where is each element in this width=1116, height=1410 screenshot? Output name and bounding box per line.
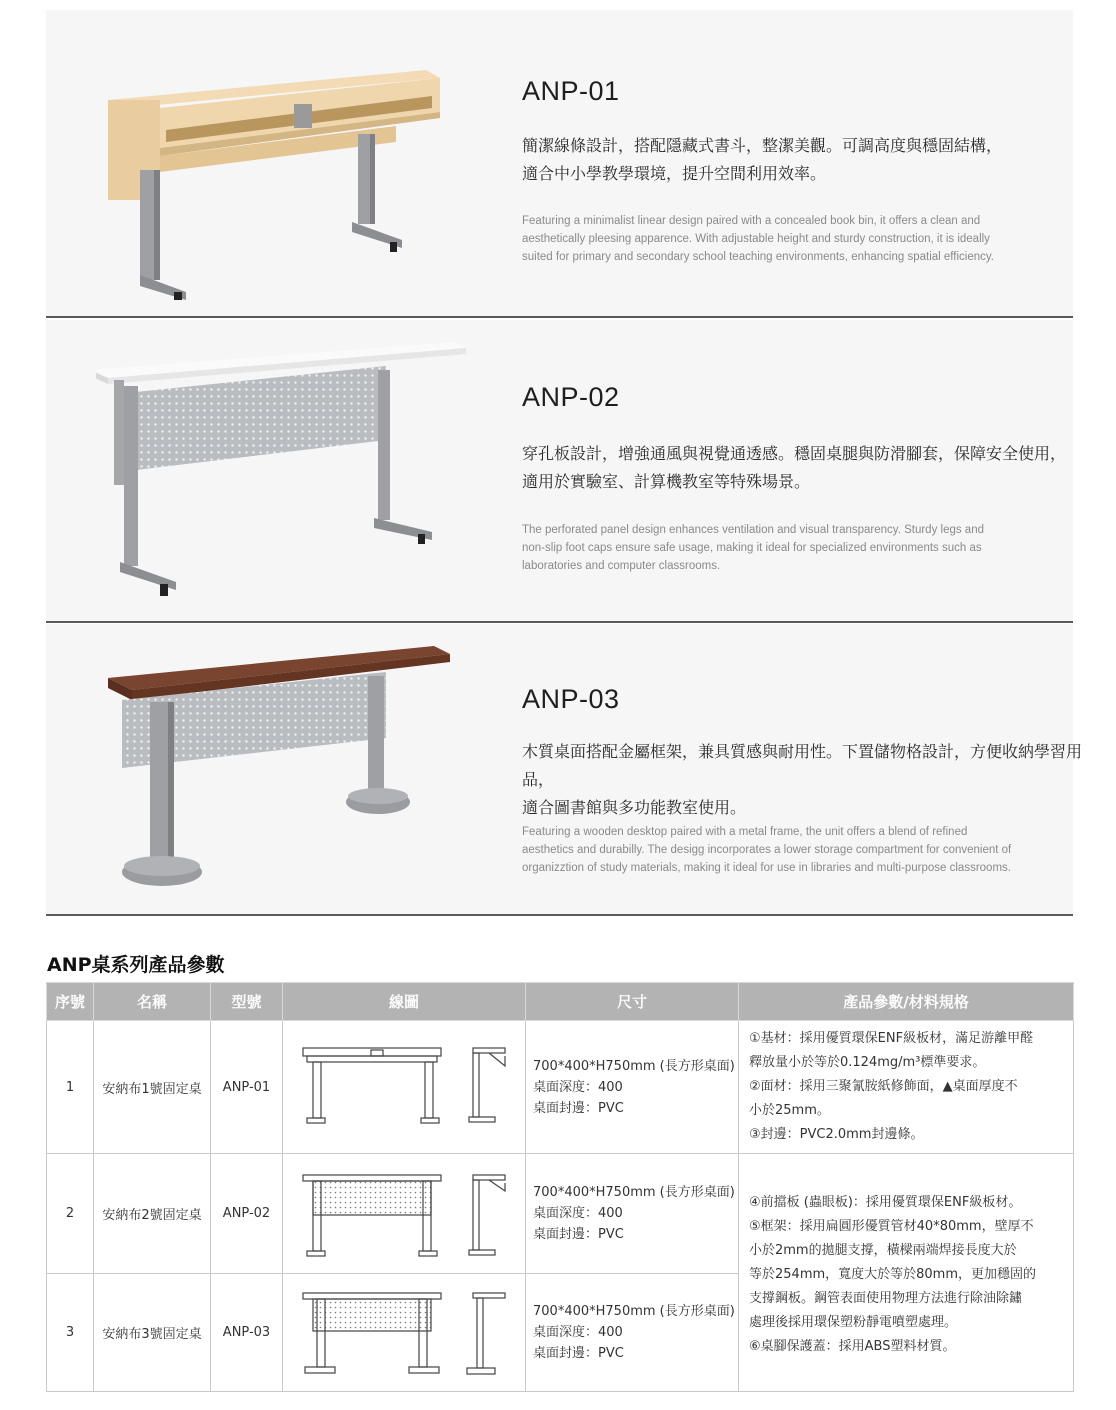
product-section-anp-03 [46, 624, 1083, 915]
product-section-anp-02 [46, 320, 1073, 622]
header-size: 尺寸 [526, 983, 739, 1021]
section-divider [46, 316, 1073, 318]
row-no: 3 [47, 1274, 94, 1392]
description-zh: 簡潔線條設計，搭配隱藏式書斗，整潔美觀。可調高度與穩固結構， 適合中小學教學環境，提升空間利用效率。 [522, 136, 1003, 183]
row-name: 安納布3號固定桌 [94, 1274, 211, 1392]
table-row [47, 1021, 1074, 1154]
header-spec: 產品參數/材料規格 [739, 983, 1074, 1021]
model-title: ANP-03 [522, 684, 620, 714]
size-cell: 700*400*H750mm (長方形桌面) 桌面深度：400 桌面封邊：PVC [526, 1021, 739, 1154]
description-zh: 木質桌面搭配金屬框架，兼具質感與耐用性。下置儲物格設計，方便收納學習用品， 適合圖書館與多功能教室使用。 [522, 742, 1083, 817]
model-title: ANP-01 [522, 76, 620, 106]
line-drawing [283, 1154, 526, 1274]
header-no: 序號 [47, 983, 94, 1021]
line-drawing-anp-03 [283, 1275, 526, 1391]
line-drawing-anp-02 [283, 1155, 526, 1273]
description-zh: 穿孔板設計，增強通風與視覺通透感。穩固桌腿與防滑腳套，保障安全使用， 適用於實驗室、計算機教室等特殊場景。 [522, 444, 1067, 491]
row-no: 2 [47, 1154, 94, 1274]
line-drawing [283, 1274, 526, 1392]
table-title: ANP桌系列產品參數 [47, 954, 225, 976]
line-drawing [283, 1021, 526, 1154]
row-model: ANP-03 [211, 1274, 283, 1392]
section-divider [46, 621, 1073, 623]
header-drawing: 線圖 [283, 983, 526, 1021]
row-model: ANP-01 [211, 1021, 283, 1154]
description-en: Featuring a minimalist linear design paired with a concealed book bin, it offers a clean and aesthetically pleesing apparence. With adjustable height and sturdy construction, it is ideally suited for primary and secondary school teaching environments, enhancing spatial efficiency. [522, 215, 994, 263]
row-model: ANP-02 [211, 1154, 283, 1274]
product-section-anp-01 [46, 10, 1073, 318]
header-name: 名稱 [94, 983, 211, 1021]
desk-anp-02-image [96, 330, 496, 600]
spec-cell-merged: ④前擋板 (蟲眼板)：採用優質環保ENF級板材。 ⑤框架：採用扁圓形優質管材40*80mm，壁厚不 小於2mm的拋腿支撐，橫樑兩端焊接長度大於 等於254mm，寬度大於等於80mm，更加穩固的 支撐鋼板。鋼管表面使用物理方法進行除油除鏽 處理後採用環保塑粉靜電噴塑處理。 ⑥桌腳保護蓋：採用ABS塑料材質。 [739, 1154, 1074, 1392]
description-en: Featuring a wooden desktop paired with a metal frame, the unit offers a blend of refined aesthetics and durabilly. The desigg incorporates a lower storage compartment for convenient of organizztion of study materials, making it ideal for use in libraries and multi-purpose classrooms. [522, 826, 1012, 874]
table-row [47, 1154, 1074, 1274]
size-cell: 700*400*H750mm (長方形桌面) 桌面深度：400 桌面封邊：PVC [526, 1274, 739, 1392]
description-en: The perforated panel design enhances ventilation and visual transparency. Sturdy legs and non-slip foot caps ensure safe usage, making it ideal for specialized environments such as laboratories and computer classrooms. [522, 524, 984, 572]
model-title: ANP-02 [522, 382, 620, 412]
row-no: 1 [47, 1021, 94, 1154]
row-name: 安納布1號固定桌 [94, 1021, 211, 1154]
table-header-row [47, 983, 1074, 1021]
header-model: 型號 [211, 983, 283, 1021]
size-cell: 700*400*H750mm (長方形桌面) 桌面深度：400 桌面封邊：PVC [526, 1154, 739, 1274]
line-drawing-anp-01 [283, 1026, 526, 1148]
spec-table [46, 982, 1074, 1392]
row-name: 安納布2號固定桌 [94, 1154, 211, 1274]
section-divider [46, 914, 1073, 916]
desk-anp-03-image [96, 640, 496, 910]
desk-anp-01-image [96, 30, 496, 300]
spec-cell: ①基材：採用優質環保ENF級板材，滿足游離甲醛 釋放量小於等於0.124mg/m³標準要求。 ②面材：採用三聚氰胺紙修飾面，▲桌面厚度不 小於25mm。 ③封邊：PVC2.0mm封邊條。 [739, 1021, 1074, 1154]
